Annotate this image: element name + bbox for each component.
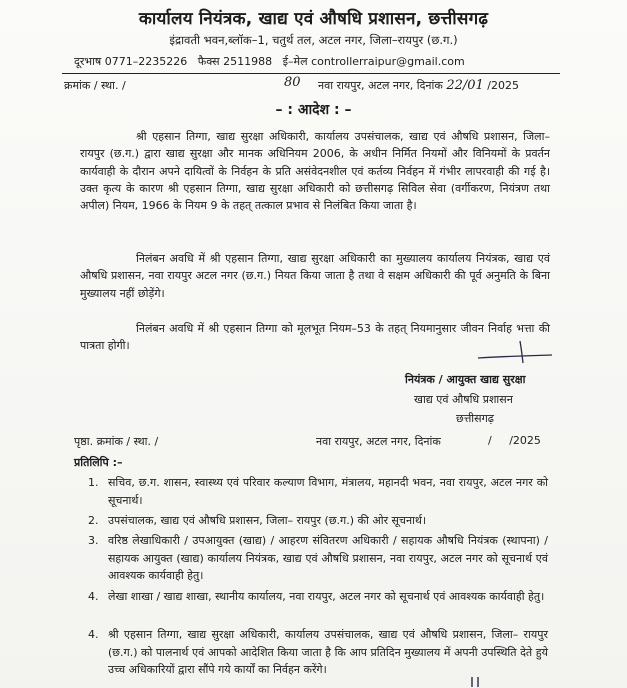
place-date-prefix: नवा रायपुर, अटल नगर, दिनांक (318, 79, 443, 92)
date-year: /2025 (487, 79, 519, 92)
copy-item-text: लेखा शाखा / खाद्य शाखा, स्थानीय कार्यालय, नवा रायपुर, अटल नगर को सूचनार्थ एवं आवश्यक कार्यवाही हेतु। (108, 590, 545, 603)
reference-label: क्रमांक / स्था. / (64, 79, 126, 92)
copy-item-text: सचिव, छ.ग. शासन, स्वास्थ्य एवं परिवार कल्याण विभाग, मंत्रालय, महानदी भवन, नवा रायपुर, अटल नगर को सूचनार्थ। (108, 476, 548, 507)
date-handwritten: 22/01 (446, 78, 484, 93)
contact-line (74, 54, 554, 69)
copy-item (88, 474, 548, 509)
endorsement-place-date: नवा रायपुर, अटल नगर, दिनांक (316, 435, 441, 448)
phone-number: 0771–2235226 (104, 55, 188, 68)
copy-item-number: 3. (88, 534, 99, 547)
order-paragraph-3: निलंबन अवधि में श्री एहसान तिग्गा को मूलभूत नियम–53 के तहत् नियमानुसार जीवन निर्वाह भत्ता की पात्रता होगी। (80, 322, 550, 353)
copy-item-text: वरिष्ठ लेखाधिकारी / उपआयुक्त (खाद्य) / आहरण संवितरण अधिकारी / सहायक औषधि नियंत्रक (स्थापना) / सहायक आयुक्त (खाद्य) कार्यालय नियंत्रक, खाद्य एवं औषधि प्रशासन, नवा रायपुर, अटल नगर को सूचनार्थ एवं आवश्यक कार्यवाही हेतु। (108, 534, 548, 583)
reference-place-date (318, 78, 519, 93)
copy-item-text: श्री एहसान तिग्गा, खाद्य सुरक्षा अधिकारी, कार्यालय उपसंचालक, खाद्य एवं औषधि प्रशासन, जिला– रायपुर (छ.ग.) को पालनार्थ एवं आपको आदेशित किया जाता है कि आप प्रतिदिन मुख्यालय में अपनी उपस्थिति देते हुये उच्च अधिकारियों द्वारा सौंपे गये कार्यों का निर्वहन करेंगे। (108, 628, 548, 677)
endorsement-date: / /2025 (488, 434, 541, 447)
copy-item-number: 4. (88, 590, 99, 603)
order-paragraph-1: श्री एहसान तिग्गा, खाद्य सुरक्षा अधिकारी, कार्यालय उपसंचालक, खाद्य एवं औषधि प्रशासन, जिला– रायपुर (छ.ग.) द्वारा खाद्य सुरक्षा और मानक अधिनियम 2006, के अधीन निर्मित नियमों और विनियमों के प्रवर्तन कार्यवाही के दौरान अपने दायित्वों के निर्वहन के प्रति असंवेदनशील एवं कर्तव्य निर्वहन में गंभीर लापरवाही की गई है। उक्त कृत्य के कारण श्री एहसान तिग्गा, खाद्य सुरक्षा अधिकारी को छत्तीसगढ़ सिविल सेवा (वर्गीकरण, नियंत्रण तथा अपील) नियम, 1966 के नियम 9 के तहत् तत्काल प्रभाव से निलंबित किया जाता है। (80, 130, 550, 213)
copy-item-number: 4. (88, 628, 99, 641)
signature-mark (476, 338, 554, 368)
handwritten-tick-mark (468, 676, 492, 688)
office-title: कार्यालय नियंत्रक, खाद्य एवं औषधि प्रशासन, छत्तीसगढ़ (138, 9, 489, 29)
copy-item (88, 532, 548, 585)
reference-number-handwritten: 80 (284, 75, 301, 90)
signatory-department: खाद्य एवं औषधि प्रशासन (414, 393, 513, 406)
endorsement-label: पृष्ठा. क्रमांक / स्था. / (74, 435, 159, 448)
copy-item (88, 588, 548, 606)
signatory-state: छत्तीसगढ़ (456, 412, 494, 425)
copy-item-text: उपसंचालक, खाद्य एवं औषधि प्रशासन, जिला– रायपुर (छ.ग.) की ओर सूचनार्थ। (108, 514, 427, 527)
copy-heading: प्रतिलिपि :– (74, 456, 123, 469)
header-divider (62, 73, 560, 74)
email-address: controllerraipur@gmail.com (311, 55, 465, 68)
copy-item-number: 2. (88, 514, 99, 527)
email-label: ई–मेल (282, 55, 308, 68)
fax-label: फैक्स (197, 55, 220, 68)
office-address: इंद्रावती भवन,ब्लॉक–1, चतुर्थ तल, अटल नगर, जिला–रायपुर (छ.ग.) (169, 33, 458, 47)
copy-item-number: 1. (88, 476, 99, 489)
fax-number: 2511988 (223, 55, 273, 68)
order-title: – : आदेश : – (275, 102, 352, 118)
copy-item (88, 512, 548, 530)
copy-item (88, 626, 548, 679)
signatory-designation: नियंत्रक / आयुक्त खाद्य सुरक्षा (405, 373, 526, 386)
order-paragraph-2: निलंबन अवधि में श्री एहसान तिग्गा, खाद्य सुरक्षा अधिकारी का मुख्यालय कार्यालय नियंत्रक, खाद्य एवं औषधि प्रशासन, नवा रायपुर अटल नगर (छ.ग.) नियत किया जाता है तथा वे सक्षम अधिकारी की पूर्व अनुमति के बिना मुख्यालय नहीं छोड़ेंगे। (80, 252, 550, 300)
phone-label: दूरभाष (74, 55, 102, 68)
